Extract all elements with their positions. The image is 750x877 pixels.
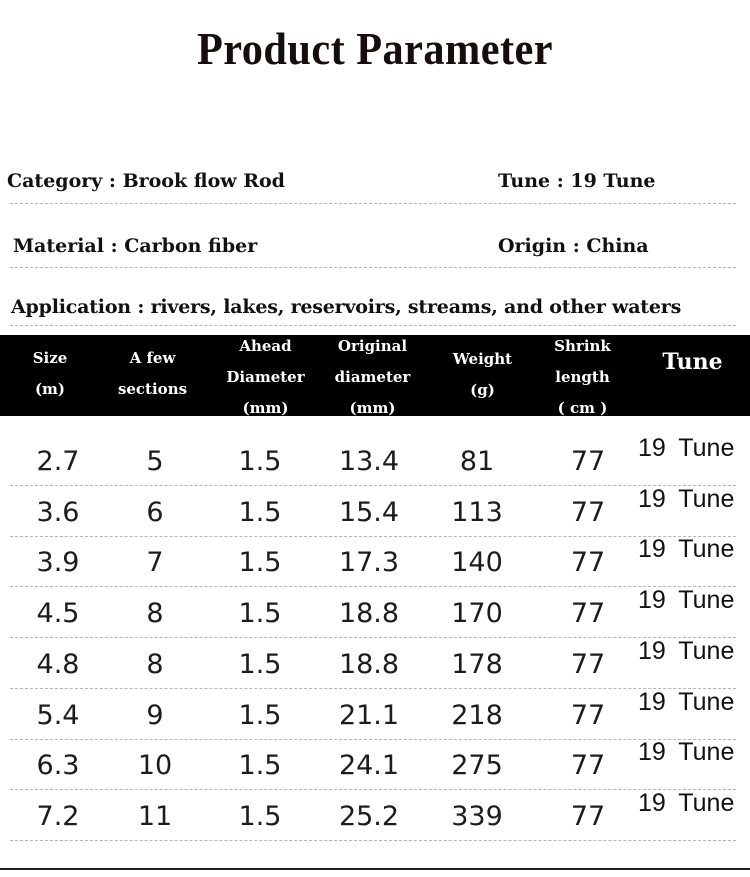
cell-ahead: 1.5 [238, 497, 282, 528]
cell-original: 18.8 [338, 598, 400, 629]
spec-value: 19 Tune [570, 170, 656, 192]
cell-tune: 19 Tune [638, 688, 735, 716]
cell-sections: 8 [146, 649, 164, 680]
cell-size: 4.8 [36, 649, 80, 680]
row-divider [10, 789, 736, 790]
spec-value: China [586, 235, 649, 257]
cell-shrink: 77 [570, 649, 606, 680]
cell-tune: 19 Tune [638, 586, 735, 614]
cell-tune: 19 Tune [638, 738, 735, 766]
cell-ahead: 1.5 [238, 446, 282, 477]
table-row [0, 789, 750, 853]
spec-application [11, 296, 681, 318]
divider [10, 325, 736, 326]
cell-original: 24.1 [338, 750, 400, 781]
cell-tune: 19 Tune [638, 789, 735, 817]
cell-shrink: 77 [570, 801, 606, 832]
spec-material [13, 235, 257, 257]
cell-sections: 7 [146, 547, 164, 578]
row-divider [10, 536, 736, 537]
cell-size: 2.7 [36, 446, 80, 477]
spec-value: Brook flow Rod [122, 170, 285, 192]
row-divider [10, 688, 736, 689]
cell-shrink: 77 [570, 750, 606, 781]
spec-value: rivers, lakes, reservoirs, streams, and other waters [150, 296, 682, 318]
cell-tune: 19 Tune [638, 535, 735, 563]
cell-tune: 19 Tune [638, 485, 735, 513]
cell-weight: 113 [451, 497, 503, 528]
header-ahead-diameter: Ahead Diameter (mm) [226, 337, 305, 417]
cell-weight: 140 [451, 547, 503, 578]
spec-tune [498, 170, 656, 192]
header-tune: Tune [662, 349, 723, 375]
bottom-rule [0, 868, 750, 870]
header-original-diameter: Original diameter (mm) [334, 337, 411, 417]
cell-sections: 11 [137, 801, 173, 832]
cell-ahead: 1.5 [238, 750, 282, 781]
cell-size: 3.9 [36, 547, 80, 578]
header-shrink-length: Shrink length ( cm ) [554, 337, 611, 417]
row-divider [10, 637, 736, 638]
cell-size: 6.3 [36, 750, 80, 781]
cell-weight: 218 [451, 700, 503, 731]
spec-label: Origin : [498, 235, 587, 257]
cell-original: 17.3 [338, 547, 400, 578]
spec-category [7, 170, 285, 192]
cell-shrink: 77 [570, 547, 606, 578]
cell-weight: 170 [451, 598, 503, 629]
cell-sections: 8 [146, 598, 164, 629]
cell-shrink: 77 [570, 598, 606, 629]
cell-weight: 178 [451, 649, 503, 680]
cell-tune: 19 Tune [638, 434, 735, 462]
cell-ahead: 1.5 [238, 598, 282, 629]
table-header [0, 335, 750, 416]
header-size: Size (m) [32, 349, 68, 398]
row-divider [10, 739, 736, 740]
cell-ahead: 1.5 [238, 547, 282, 578]
cell-sections: 10 [137, 750, 173, 781]
cell-size: 4.5 [36, 598, 80, 629]
row-divider [10, 485, 736, 486]
cell-size: 3.6 [36, 497, 80, 528]
cell-original: 15.4 [338, 497, 400, 528]
row-divider [10, 586, 736, 587]
cell-size: 5.4 [36, 700, 80, 731]
cell-weight: 81 [459, 446, 495, 477]
cell-ahead: 1.5 [238, 649, 282, 680]
cell-sections: 6 [146, 497, 164, 528]
cell-original: 18.8 [338, 649, 400, 680]
cell-ahead: 1.5 [238, 801, 282, 832]
cell-tune: 19 Tune [638, 637, 735, 665]
cell-original: 25.2 [338, 801, 400, 832]
header-sections: A few sections [117, 349, 188, 398]
cell-ahead: 1.5 [238, 700, 282, 731]
divider [10, 267, 736, 268]
cell-weight: 275 [451, 750, 503, 781]
cell-sections: 5 [146, 446, 164, 477]
spec-value: Carbon fiber [124, 235, 258, 257]
cell-sections: 9 [146, 700, 164, 731]
header-weight: Weight (g) [452, 350, 513, 399]
cell-shrink: 77 [570, 446, 606, 477]
spec-label: Tune : [498, 170, 571, 192]
spec-label: Material : [13, 235, 125, 257]
row-divider [10, 840, 736, 841]
divider [10, 203, 736, 204]
spec-label: Category : [7, 170, 123, 192]
cell-weight: 339 [451, 801, 503, 832]
page-title: Product Parameter [196, 23, 554, 74]
cell-shrink: 77 [570, 700, 606, 731]
cell-original: 13.4 [338, 446, 400, 477]
cell-size: 7.2 [36, 801, 80, 832]
cell-shrink: 77 [570, 497, 606, 528]
spec-origin [498, 235, 649, 257]
cell-original: 21.1 [338, 700, 400, 731]
spec-label: Application : [11, 296, 151, 318]
